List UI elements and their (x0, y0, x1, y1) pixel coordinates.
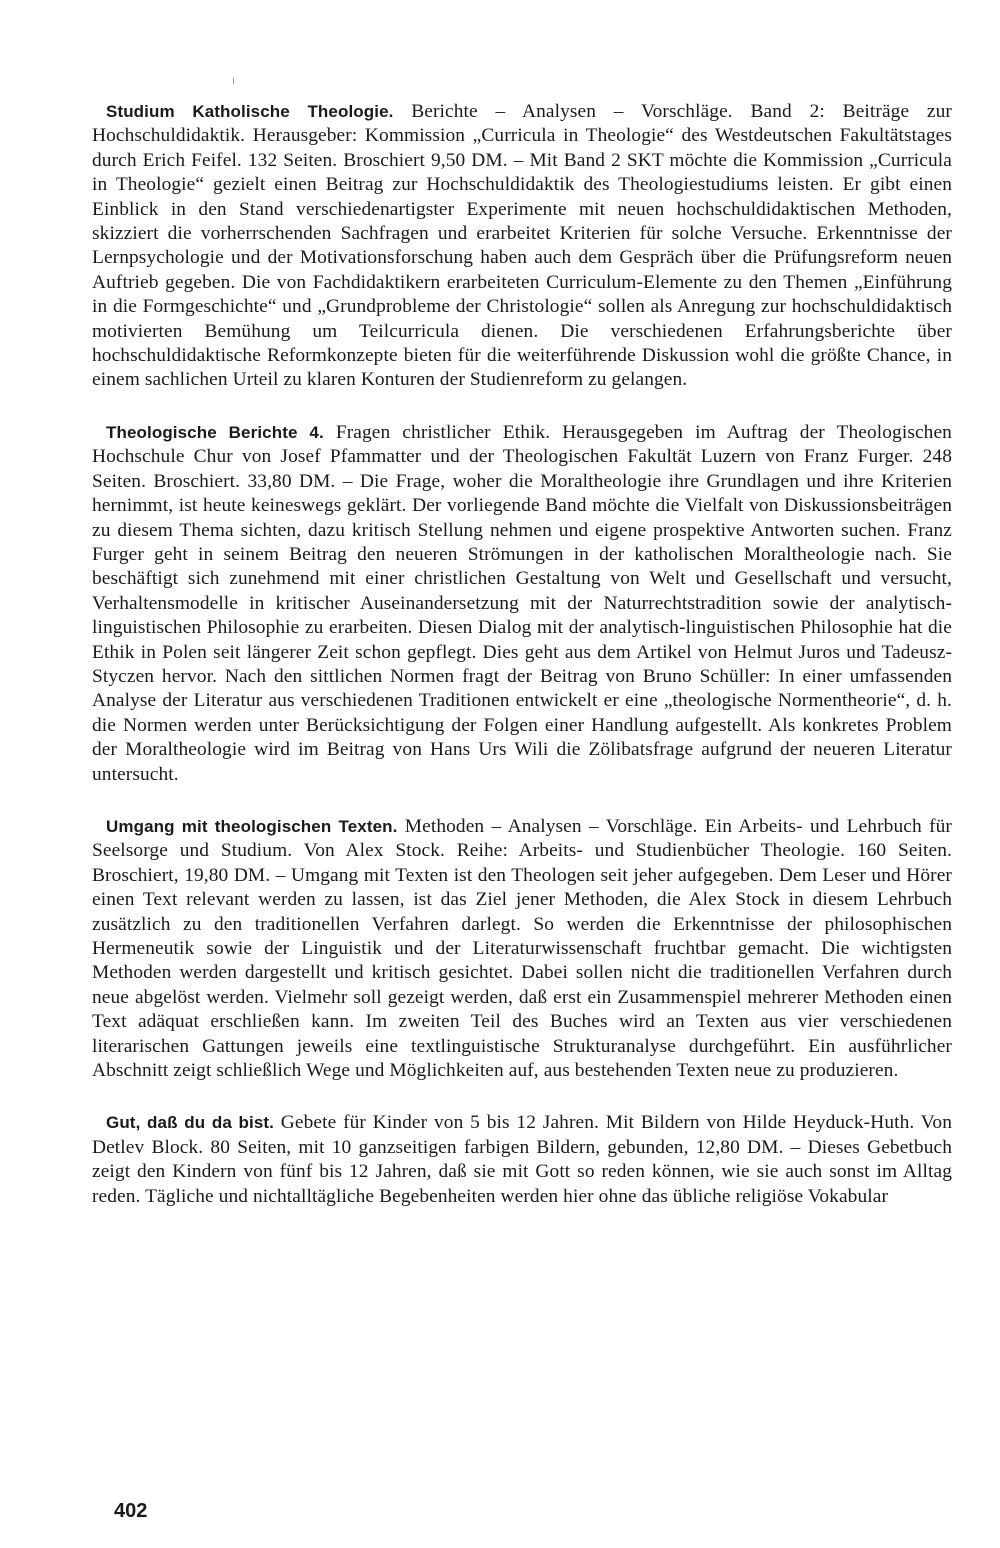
entry-text: Gebete für Kinder von 5 bis 12 Jahren. Mit Bildern von Hilde Heyduck-Huth. Von Detlev Block. 80 Seiten, mit 10 ganzseitigen farbigen Bildern, gebunden, 12,80 DM. – Dieses Gebetbuch zeigt den Kindern von fünf bis 12 Jahren, daß sie mit Gott so reden können, wie sie auch sonst im Alltag reden. Tägliche und nichtalltägliche Begebenheiten werden hier ohne das übliche religiöse Vokabular (92, 1112, 952, 1207)
entry-title: Theologische Berichte 4. (106, 422, 324, 442)
scan-mark (233, 78, 234, 84)
document-page (92, 100, 952, 1237)
entry-text: Methoden – Analysen – Vorschläge. Ein Arbeits- und Lehrbuch für Seelsorge und Studium. Von Alex Stock. Reihe: Arbeits- und Studienbücher Theologie. 160 Seiten. Broschiert, 19,80 DM. – Umgang mit Texten ist den Theologen seit jeher aufgegeben. Dem Leser und Hörer einen Text relevant werden zu lassen, ist das Ziel jener Methoden, die Alex Stock in diesem Lehrbuch zusätzlich zu den traditionellen Verfahren darlegt. So werden die Erkenntnisse der philosophischen Hermeneutik sowie der Linguistik und der Literaturwissenschaft fruchtbar gemacht. Die wichtigsten Methoden werden dargestellt und kritisch gesichtet. Dabei sollen nicht die traditionellen Verfahren durch neue abgelöst werden. Vielmehr soll gezeigt werden, daß erst ein Zusammenspiel mehrerer Methoden einen Text adäquat erschließen kann. Im zweiten Teil des Buches wird an Texten aus vier verschiedenen literarischen Gattungen jeweils eine textlinguistische Strukturanalyse durchgeführt. Ein ausführlicher Abschnitt zeigt schließlich Wege und Möglichkeiten auf, aus bestehenden Texten neue zu produzieren. (92, 815, 952, 1082)
book-review-entry (92, 1111, 952, 1209)
book-review-entry (92, 815, 952, 1083)
entry-title: Studium Katholische Theologie. (106, 102, 394, 121)
book-review-entry (92, 100, 952, 393)
entry-text: Berichte – Analysen – Vorschläge. Band 2: Beiträge zur Hochschuldidaktik. Herausgeber: Kommission „Curricula in Theologie“ des Westdeutschen Fakultätstages durch Erich Feifel. 132 Seiten. Broschiert 9,50 DM. – Mit Band 2 SKT möchte die Kommission „Curricula in Theologie“ gezielt einen Beitrag zur Hochschuldidaktik des Theologiestudiums leisten. Er gibt einen Einblick in den Stand verschiedenartigster Experimente mit neuen hochschuldidaktischen Methoden, skizziert die vorherrschenden Sachfragen und erarbeitet Kriterien für solche Versuche. Erkenntnisse der Lernpsychologie und der Motivationsforschung haben auch dem Gespräch über die Prüfungsreform neuen Auftrieb gegeben. Die von Fachdidaktikern erarbeiteten Curriculum-Elemente zu den Themen „Einführung in die Formgeschichte“ und „Grundprobleme der Christologie“ sollen als Anregung zur hochschuldidaktisch motivierten Bemühung um Teilcurricula dienen. Die verschiedenen Erfahrungsberichte über hochschuldidaktische Reformkonzepte bieten für die weiterführende Diskussion wohl die größte Chance, in einem sachlichen Urteil zu klaren Konturen der Studienreform zu gelangen. (92, 101, 952, 391)
entry-title: Umgang mit theologischen Texten. (106, 816, 398, 836)
page-number: 402 (114, 1500, 148, 1522)
entry-text: Fragen christlicher Ethik. Herausgegeben im Auftrag der Theologischen Hochschule Chur von Josef Pfammatter und der Theologischen Fakultät Luzern von Franz Furger. 248 Seiten. Broschiert. 33,80 DM. – Die Frage, woher die Moraltheologie ihre Grundlagen und ihre Kriterien hernimmt, ist heute keineswegs geklärt. Der vorliegende Band möchte die Vielfalt von Diskussionsbeiträgen zu diesem Thema sichten, dazu kritisch Stellung nehmen und eigene prospektive Antworten suchen. Franz Furger geht in seinem Beitrag den neueren Strömungen in der katholischen Moraltheologie nach. Sie beschäftigt sich zunehmend mit einer christlichen Gestaltung von Welt und Gesellschaft und versucht, Verhaltensmodelle in kritischer Auseinandersetzung mit der Naturrechtstradition sowie der analytisch-linguistischen Philosophie zu erarbeiten. Diesen Dialog mit der analytisch-linguistischen Philosophie hat die Ethik in Polen seit längerer Zeit schon gepflegt. Dies geht aus dem Artikel von Helmut Juros und Tadeusz-Styczen hervor. Nach den sittlichen Normen fragt der Beitrag von Bruno Schüller: In einer umfassenden Analyse der Literatur aus verschiedenen Traditionen entwickelt er eine „theologische Normentheorie“, d. h. die Normen werden unter Berücksichtigung der Folgen einer Handlung aufgestellt. Als konkretes Problem der Moraltheologie wird im Beitrag von Hans Urs Wili die Zölibatsfrage aufgrund der neueren Literatur untersucht. (92, 421, 952, 785)
entry-title: Gut, daß du da bist. (106, 1113, 274, 1133)
book-review-entry (92, 421, 952, 787)
